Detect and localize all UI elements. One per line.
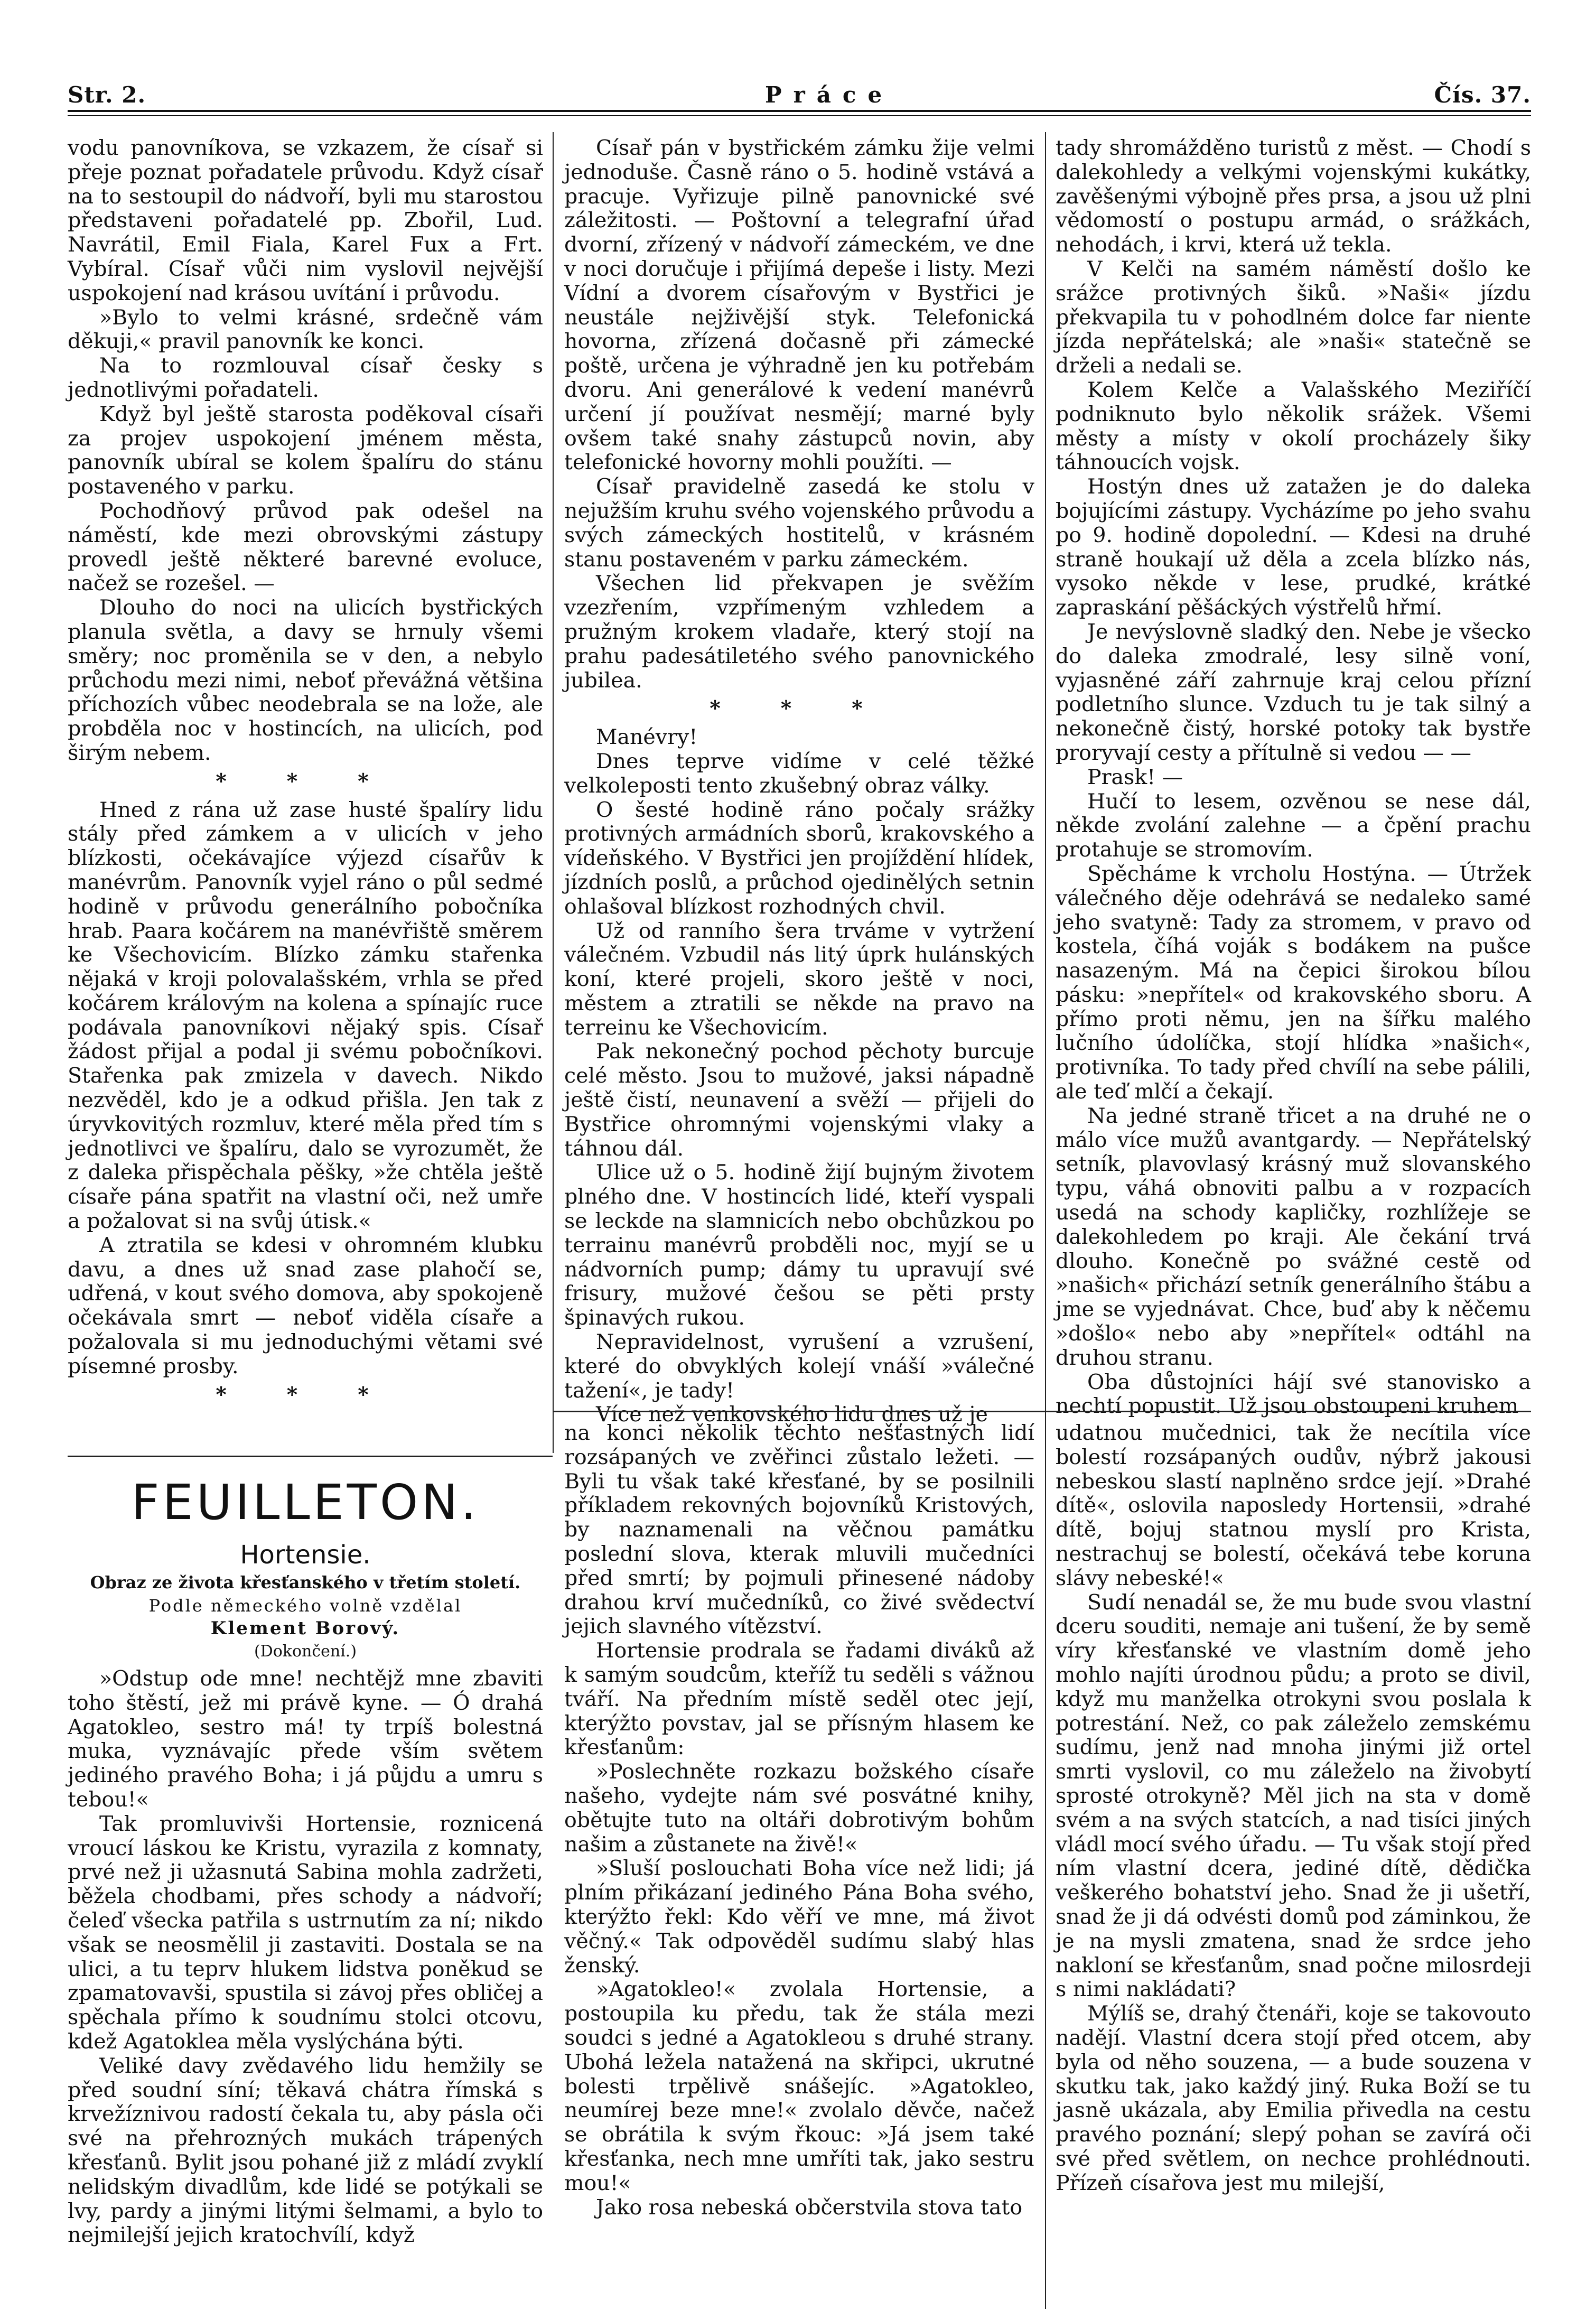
paragraph: »Agatokleo!« zvolala Hortensie, a postoupila ku předu, tak že stála mezi soudci s jedné a Agatokleou s druhé strany. Ubohá ležela natažená na skřipci, ukrutné bolesti trpělivě snášejíc. »Agatokleo, neumírej beze mne!« zvolalo děvče, načež se obrátila k svým řkouc: »Já jsem také křesťanka, nech mne umříti tak, jako sestru mou!« [564, 1977, 1034, 2195]
continuation-note: (Dokončení.) [254, 1642, 357, 1661]
column-divider-1 [553, 132, 554, 1453]
paragraph: V Kelči na samém náměstí došlo ke srážce protivných šiků. »Naši« jízdu překvapila tu v pohodlném dolce far niente jízda nepřátelská; ale »naši« statečně se drželi a nedali se. [1056, 256, 1531, 378]
paragraph: »Poslechněte rozkazu božského císaře našeho, vydejte nám své posvátné knihy, obětujte tuto na oltáři dobrotivým bohům našim a zůstanete na živě!« [564, 1759, 1034, 1857]
feuilleton-heading: FEUILLETON. [131, 1474, 480, 1531]
paragraph: Manévry! [596, 725, 698, 750]
adaptation-note: Podle německého volně vzdělal [148, 1596, 462, 1616]
feuilleton-column-1 [68, 1667, 543, 2248]
paragraph: tady shromážděno turistů z měst. — Chodí s dalekohledy a velkými vojenskými kukátky, zavěšenými výbojně přes prsa, a jsou už plni vědomostí o postupu armád, o srážkách, nehodách, i krvi, která už tekla. [1056, 136, 1531, 257]
header-rule [68, 110, 1531, 112]
paragraph: Pochodňový průvod pak odešel na náměstí, kde mezi obrovskými zástupy provedl ještě některé barevné evoluce, načež se rozešel. — [68, 498, 543, 596]
paragraph: Dlouho do noci na ulicích bystřických planula světla, a davy se hrnuly všemi směry; noc proměnila se v den, a nebylo průchodu mezi nimi, neboť převážná většina příchozích vůbec neodebrala se na lože, ale probděla noc v hostincích, na ulicích, pod širým nebem. [68, 595, 543, 765]
section-break: * * * [710, 696, 889, 721]
paragraph: »Bylo to velmi krásné, srdečně vám děkuji,« pravil panovník ke konci. [68, 305, 543, 354]
column-divider-2 [1045, 132, 1046, 2309]
paragraph: udatnou mučednici, tak že necítila více bolestí rozsápaných oudův, nýbrž jakousi nebeskou slastí naplněno srdce její. »Drahé dítě«, oslovila naposledy Hortensii, »drahé dítě, bojuj statnou myslí pro Krista, nestrachuj se bolestí, očekává tebe koruna slávy nebeské!« [1056, 1421, 1531, 1590]
section-break: * * * [216, 1382, 395, 1407]
paragraph: na konci několik těchto nešťastných lidí rozsápaných ve zvěřinci zůstalo ležeti. — Byli tu však také křesťané, by se posilnili příkladem rekovných bojovníků Kristových, by naznamenali na věčnou památku poslední slova, kterak mluvili mučedníci před smrtí; by pojmuli přinesené nádoby drahou krví mučedníků, co živé svědectví jejich slavného vítězství. [564, 1421, 1034, 1639]
section-break: * * * [216, 769, 395, 794]
feuilleton-rule-right [553, 1411, 1531, 1412]
paragraph: Všechen lid překvapen je svěžím vzezřením, vzpřímeným vzhledem a pružným krokem vladaře, který stojí na prahu padesátiletého svého panovnického jubilea. [564, 571, 1034, 693]
paragraph: O šesté hodině ráno počaly srážky protivných armádních sborů, krakovského a vídeňského. V Bystřici jen projíždění hlídek, jízdních poslů, a průchod ojedinělých setnin ohlašoval blízkost rozhodných chvil. [564, 797, 1034, 919]
paragraph: Prask! — [1087, 765, 1183, 789]
article-column-2 [564, 136, 1034, 1427]
paragraph: Na to rozmlouval císař česky s jednotlivými pořadateli. [68, 353, 543, 402]
paragraph: Císař pán v bystřickém zámku žije velmi jednoduše. Časně ráno o 5. hodině vstává a pracuje. Vyřizuje pilně panovnické své záležitosti. — Poštovní a telegrafní úřad dvorní, zřízený v nádvoří zámeckém, ve dne v noci doručuje i přijímá depeše i listy. Mezi Vídní a dvorem císařovým v Bystřici je neustále nejživější styk. Telefonická hovorna, zřízená dočasně při zámecké poště, určena je výhradně jen ku potřebám dvoru. Ani generálové k vedení manévrů určení jí používat nesmějí; marné byly ovšem také snahy zástupců novin, aby telefonické hovorny mohli použíti. — [564, 136, 1034, 475]
paragraph: Hortensie prodrala se řadami diváků až k samým soudcům, kteříž tu seděli s vážnou tváří. Na předním místě seděl otec její, kterýžto povstav, jal se přísným hlasem ke křesťanům: [564, 1638, 1034, 1760]
paragraph: Hučí to lesem, ozvěnou se nese dál, někde zvolání zalehne — a čpění prachu protahuje se stromovím. [1056, 789, 1531, 862]
header-rule-thin [68, 115, 1531, 116]
page-header [68, 79, 1531, 119]
masthead-title: Práce [765, 82, 894, 108]
paragraph: »Sluší poslouchati Boha více než lidi; já plním přikázaní jediného Pána Boha svého, kterýžto řekl: Kdo věří ve mne, má život věčný.« Tak odpověděl sudímu slabý hlas ženský. [564, 1856, 1034, 1978]
issue-number: Čís. 37. [1434, 82, 1531, 108]
paragraph: Hostýn dnes už zatažen je do daleka bojujícími zástupy. Vycházíme po jeho svahu po 9. hodině dopolední. — Kdesi na druhé straně houkají už děla a zcela blízko nás, vysoko někde v lese, prudké, krátké zapraskání pěšáckých výstřelů hřmí. [1056, 474, 1531, 620]
paragraph: Veliké davy zvědavého lidu hemžily se před soudní síní; těkavá chátra římská s krvežíznivou radostí čekala tu, aby pásla oči své na přehrozných mukách trápených křesťanů. Bylit jsou pohané již z mládí zvyklí nelidským divadlům, kde lidé se potýkali se lvy, pardy a jinými litými šelmami, a bylo to nejmilejší jejich kratochvílí, když [68, 2053, 543, 2248]
feuilleton-column-2 [564, 1421, 1034, 2220]
paragraph: vodu panovníkova, se vzkazem, že císař si přeje poznat pořadatele průvodu. Když císař na to sestoupil do nádvoří, byli mu starostou představeni pořadatelé pp. Zbořil, Lud. Navrátil, Emil Fiala, Karel Fux a Frt. Vybíral. Císař vůči nim vyslovil nejvější uspokojení nad krásou uvítání i průvodu. [68, 136, 543, 305]
page-number: Str. 2. [68, 82, 146, 108]
paragraph: Sudí nenadál se, že mu bude svou vlastní dceru souditi, nemaje ani tušení, že by semě víry křesťanské ve vlastním domě jeho mohlo najíti úrodnou půdu; a proto se divil, když mu manželka otrokyni svou poslala k potrestání. Než, co pak záleželo zemskému sudímu, jenž nad mnoha jinými již ortel smrti vyslovil, co mu záleželo na živobytí sprosté otrokyně? Měl jich na sta v domě svém a na svých statcích, a nad tisíci jiných vládl mocí svého úřadu. — Tu však stojí před ním vlastní dcera, jediné dítě, dědička veškerého bohatství jeho. Snad že ji ušetří, snad že ji dá odvésti domů pod záminkou, že je na mysli zmatena, snad že srdce jeho nakloní se křesťanům, snad počne milosrdeji s nimi nakládati? [1056, 1590, 1531, 2002]
article-column-3 [1056, 136, 1531, 1419]
paragraph: Když byl ještě starosta poděkoval císaři za projev uspokojení jménem města, panovník ubíral se kolem špalíru do stánu postaveného v parku. [68, 402, 543, 499]
story-subtitle: Obraz ze života křesťanského v třetím století. [90, 1572, 521, 1592]
paragraph: Je nevýslovně sladký den. Nebe je všecko do daleka zmodralé, lesy silně voní, vyjasněné září zahrnuje kraj celou přízní podletního slunce. Vzduch tu je tak silný a nekonečně čistý, horské potoky tak bystře proryvají cesty a přítulně si vedou — — [1056, 619, 1531, 765]
paragraph: Dnes teprve vidíme v celé těžké velkoleposti tento zkušebný obraz války. [564, 749, 1034, 798]
feuilleton-rule-left [68, 1456, 553, 1457]
paragraph: Spěcháme k vrcholu Hostýna. — Útržek válečného děje odehrává se nedaleko samé jeho svatyně: Tady za stromem, v pravo od kostela, číhá voják s bodákem na pušce nasazeným. Má na čepici širokou bílou pásku: »nepřítel« od krakovského sboru. A přímo proti němu, jen na šířku malého lučního údolíčka, stojí hlídka »našich«, protivníka. To tady před chvílí na sebe pálili, ale teď mlčí a čekají. [1056, 861, 1531, 1104]
paragraph: Na jedné straně třicet a na druhé ne o málo více mužů avantgardy. — Nepřátelský setník, plavovlasý krásný muž slovanského typu, váhá obnoviti palbu a v rozpacích usedá na schody kapličky, rozhlížeje se dalekohledem po kraji. Ale čekání trvá dlouho. Konečně po svážné cestě od »našich« přichází setník generálního štábu a jme se vyjednávat. Chce, buď aby k něčemu »došlo« nebo aby »nepřítel« odtáhl na druhou stranu. [1056, 1103, 1531, 1370]
paragraph: Už od ranního šera trváme v vytržení válečném. Vzbudil nás litý úprk hulánských koní, které projeli, skoro ještě v noci, městem a ztratili se někde na pravo na terreinu ke Všechovicím. [564, 918, 1034, 1040]
paragraph: »Odstup ode mne! nechtějž mne zbaviti toho štěstí, jež mi právě kyne. — Ó drahá Agatokleo, sestro má! ty trpíš bolestná muka, vyznávajíc přede vším světem jediného pravého Boha; i já půjdu a umru s tebou!« [68, 1666, 543, 1812]
paragraph: Hned z rána už zase husté špalíry lidu stály před zámkem a v ulicích v jeho blízkosti, očekávajíce výjezd císařův k manévrům. Panovník vyjel ráno o půl sedmé hodině v průvodu generálního pobočníka hrab. Paara kočárem na manévřiště směrem ke Všechovicím. Blízko zámku stařenka nějaká v kroji polovalašském, vrhla se před kočárem královým na kolena a spínajíc ruce podávala panovníkovi nějaký spis. Císař žádost přijal a podal ji svému pobočníkovi. Stařenka pak zmizela v davech. Nikdo nezvěděl, kdo je a odkud přišla. Jen tak z úryvkovitých rozmluv, které měla před tím s jednotlivci ve špalíru, dalo se vyrozumět, že z daleka přispěchala pěšky, »že chtěla ještě císaře pána spatřit na vlastní oči, než umře a požalovat si na svůj útisk.« [68, 797, 543, 1234]
paragraph: Jako rosa nebeská občerstvila stova tato [596, 2195, 1023, 2220]
paragraph: Nepravidelnost, vyrušení a vzrušení, které do obvyklých kolejí vnáší »válečné tažení«, je tady! [564, 1330, 1034, 1403]
article-column-1 [68, 136, 543, 1411]
paragraph: Více než venkovského lidu dnes už je [596, 1402, 988, 1427]
paragraph: Kolem Kelče a Valašského Meziříčí podniknuto bylo několik srážek. Všemi městy a místy v okolí procházely šiky táhnoucích vojsk. [1056, 377, 1531, 475]
paragraph: Mýlíš se, drahý čtenáři, koje se takovouto nadějí. Vlastní dcera stojí před otcem, aby byla od něho souzena, — a bude souzena v skutku tak, jako každý jiný. Ruka Boží se tu jasně ukázala, aby Emilia přivedla na cestu pravého poznání; slepý pohan se zavírá oči své před světlem, on nechce prohlédnouti. Přízeň císařova jest mu milejší, [1056, 2001, 1531, 2195]
story-title: Hortensie. [240, 1540, 371, 1570]
feuilleton-column-3 [1056, 1421, 1531, 2196]
newspaper-page [68, 79, 1531, 2288]
paragraph: Tak promluvivši Hortensie, roznicená vroucí láskou ke Kristu, vyrazila z komnaty, prvé než ji užasnutá Sabina mohla zadržeti, běžela chodbami, přes schody a nádvoří; čeleď všecka patřila s ustrnutím za ní; nikdo však se neosmělil ji zastaviti. Dostala se na ulici, a tu teprv hlukem lidstva poněkud se zpamatovavši, spustila si závoj přes obličej a spěchala přímo k soudnímu stolci otcovu, kdež Agatoklea měla vyslýchána býti. [68, 1811, 543, 2054]
author-name: Klement Borový. [210, 1618, 400, 1639]
paragraph: Pak nekonečný pochod pěchoty burcuje celé město. Jsou to mužové, jaksi nápadně ještě čistí, neunavení a svěží — přijeli do Bystřice ohromnými vojenskými vlaky a táhnou dál. [564, 1039, 1034, 1161]
paragraph: A ztratila se kdesi v ohromném klubku davu, a dnes už snad zase plahočí se, udřená, v kout svého domova, aby spokojeně očekávala smrt — neboť viděla císaře a požalovala si mu jednoduchými větami své písemné prosby. [68, 1233, 543, 1378]
paragraph: Císař pravidelně zasedá ke stolu v nejužším kruhu svého vojenského průvodu a svých zámeckých hostitelů, v krásném stanu postaveném v parku zámeckém. [564, 474, 1034, 572]
paragraph: Oba důstojníci hájí své stanovisko a nechtí popustit. Už jsou obstoupeni kruhem [1056, 1369, 1531, 1419]
paragraph: Ulice už o 5. hodině žijí bujným životem plného dne. V hostincích lidé, kteří vyspali se leckde na slamnicích nebo obchůzkou po terrainu manévrů probděli noc, myjí se u nádvorních pump; dámy tu upravují své frisury, mužové češou se pěti prsty špinavých rukou. [564, 1160, 1034, 1330]
